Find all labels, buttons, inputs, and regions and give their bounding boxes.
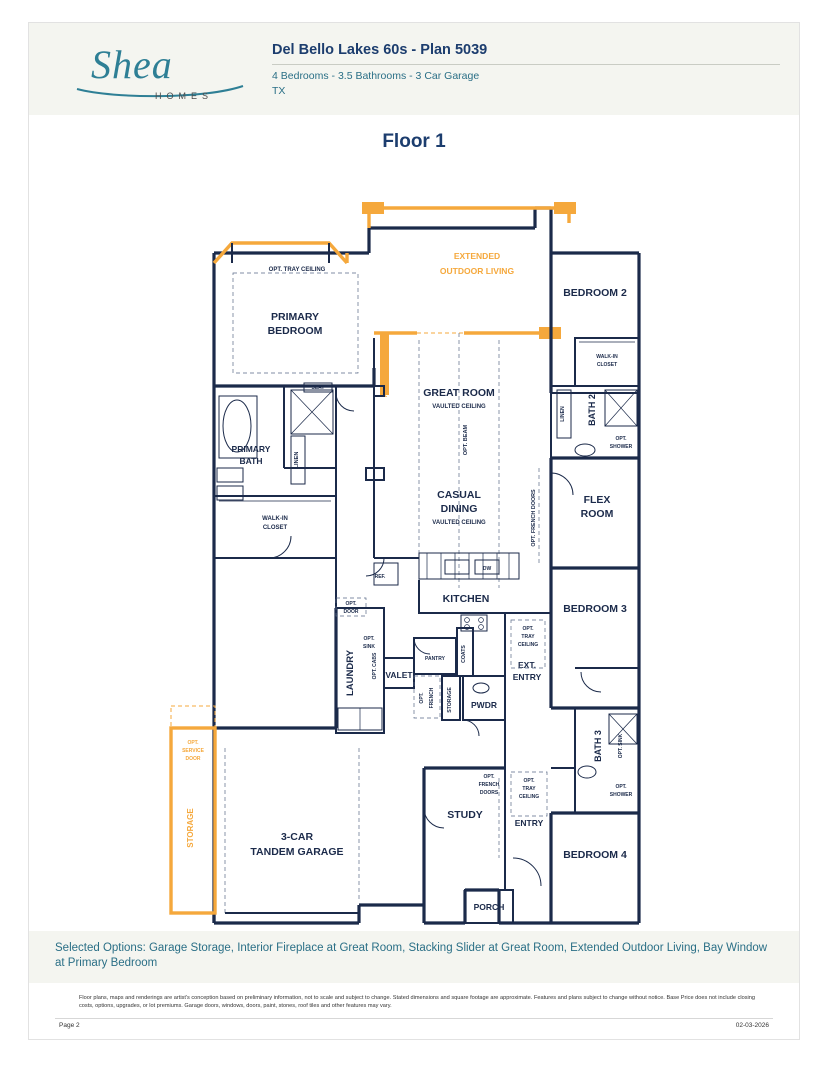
primary-bedroom-label-1: PRIMARY — [270, 311, 320, 323]
kitchen-room — [374, 553, 519, 631]
opt-service-door-label-3: DOOR — [185, 756, 201, 762]
study-room — [424, 768, 505, 905]
extended-outdoor-living-option — [362, 202, 576, 339]
fireplace-label: FIREPLACE — [383, 368, 389, 398]
garage-room — [214, 728, 359, 923]
bedroom-4-room — [551, 813, 639, 923]
great-room-room — [336, 333, 499, 728]
opt-shower-3-label-2: SHOWER — [609, 792, 633, 798]
bedroom-3-room — [551, 568, 639, 708]
primary-bedroom-room — [214, 267, 374, 386]
garage-storage-option — [171, 706, 215, 913]
laundry-label: LAUNDRY — [345, 649, 356, 697]
selected-options-text: Selected Options: Garage Storage, Interior Fireplace at Great Room, Stacking Slider at Great Room, Extended Outdoor Living, Bay Window at Primary Bedroom — [55, 942, 768, 969]
entry-label: ENTRY — [514, 818, 544, 828]
laundry-room — [336, 598, 384, 733]
porch-label: PORCH — [473, 902, 505, 912]
primary-bedroom-label-2: BEDROOM — [267, 325, 323, 337]
opt-tray-entry-label-2: TRAY — [522, 786, 536, 792]
storage-closet — [442, 676, 460, 720]
opt-tray-ext-label-2: TRAY — [521, 634, 535, 640]
valet-room — [384, 658, 414, 688]
primary-bath-room — [214, 383, 336, 500]
entry-room — [505, 768, 547, 890]
opt-tray-ext-label-1: OPT. — [522, 626, 534, 632]
logo-subtext: HOMES — [155, 91, 214, 101]
opt-beam-label: OPT. BEAM — [463, 424, 469, 456]
walk-in-closet-primary — [214, 496, 336, 558]
primary-bath-label-1: PRIMARY — [231, 444, 271, 454]
footer-divider — [55, 1018, 773, 1019]
opt-shower-2-label-2: SHOWER — [609, 444, 633, 450]
opt-french-doors-study-2: FRENCH — [478, 782, 500, 788]
storage-garage-label: STORAGE — [186, 808, 195, 848]
floorplan-sheet — [28, 22, 800, 1040]
flex-room-label-2: ROOM — [580, 508, 614, 520]
floor-heading: Floor 1 — [382, 131, 446, 152]
floorplan-drawing — [29, 168, 799, 928]
linen-primary-label: LINEN — [294, 451, 300, 469]
header-divider — [272, 64, 780, 65]
extended-outdoor-living-label-2: OUTDOOR LIVING — [439, 266, 515, 276]
opt-tray-entry-label-1: OPT. — [523, 778, 535, 784]
study-label: STUDY — [447, 809, 483, 821]
bedroom-2-label: BEDROOM 2 — [563, 287, 627, 299]
powder-room — [463, 676, 505, 720]
opt-sink-label-1: OPT. — [363, 636, 375, 642]
bedroom-4-label: BEDROOM 4 — [563, 849, 627, 861]
walk-in-closet-primary-label-2: CLOSET — [262, 525, 288, 531]
seat-label: SEAT — [311, 385, 325, 391]
shea-homes-logo — [69, 39, 249, 101]
coats-closet — [457, 628, 473, 676]
bedroom-2-room — [551, 253, 639, 393]
opt-cabs-label: OPT. CABS — [372, 652, 378, 680]
opt-french-doors-study-3: DOORS — [479, 790, 499, 796]
walk-in-closet-2-label-1: WALK-IN — [596, 354, 618, 360]
document-date: 02-03-2026 — [735, 1022, 769, 1029]
bath-2-room — [551, 386, 639, 458]
ext-entry-label-2: ENTRY — [512, 672, 542, 682]
sheet-header — [29, 23, 799, 115]
opt-tray-ceiling-label: OPT. TRAY CEILING — [268, 267, 326, 273]
great-room-label: GREAT ROOM — [423, 387, 495, 399]
kitchen-label: KITCHEN — [442, 593, 490, 605]
logo-wordmark: Shea — [91, 42, 173, 87]
opt-french-laundry-label-2: FRENCH — [429, 687, 435, 709]
opt-sink-bath3-label: OPT. SINK — [618, 733, 624, 759]
extended-outdoor-living-label-1: EXTENDED — [453, 251, 501, 261]
powder-label: PWDR — [471, 700, 497, 710]
opt-tray-entry-label-3: CEILING — [518, 794, 540, 800]
casual-dining-label-1: CASUAL — [437, 489, 481, 501]
great-room-ceiling-label: VAULTED CEILING — [432, 404, 486, 410]
selected-options-bar — [29, 931, 799, 983]
bath-3-room — [551, 708, 639, 813]
bedroom-3-label: BEDROOM 3 — [563, 603, 627, 615]
ext-entry-label-1: EXT. — [518, 660, 536, 670]
linen-bath2-label: LINEN — [560, 406, 566, 422]
garage-label-2: TANDEM GARAGE — [250, 846, 344, 858]
opt-shower-2-label-1: OPT. — [615, 436, 627, 442]
flex-room-label-1: FLEX — [583, 494, 611, 506]
opt-door-label-1: OPT. — [345, 601, 357, 607]
garage-label-1: 3-CAR — [280, 831, 314, 843]
disclaimer-text: Floor plans, maps and renderings are artist's conception based on preliminary information, not to scale and subject to change. Stated dimensions and square footage are approximate. Features and plans subject to change without notice. Base Price does not include closing costs, options, upgrades, or lot premiums. Garage doors, windows, doors, paint, stones, roof tiles and other features may vary. — [79, 995, 755, 1009]
primary-bath-label-2: BATH — [239, 456, 263, 466]
opt-service-door-label-1: OPT. — [187, 740, 199, 746]
pantry-room — [414, 638, 456, 674]
page-title: Del Bello Lakes 60s - Plan 5039 — [272, 42, 488, 58]
opt-door-label-2: DOOR — [343, 609, 359, 615]
storage-closet-label: STORAGE — [447, 687, 453, 713]
coats-label: COATS — [461, 645, 467, 663]
opt-french-doors-study-1: OPT. — [483, 774, 495, 780]
walk-in-closet-2-label-2: CLOSET — [596, 362, 618, 368]
ext-entry-room — [505, 613, 551, 768]
plan-state: TX — [272, 85, 286, 97]
casual-dining-ceiling-label: VAULTED CEILING — [432, 520, 486, 526]
refrigerator-label: REF. — [374, 574, 386, 580]
opt-service-door-label-2: SERVICE — [182, 748, 204, 754]
opt-french-doors-flex-label: OPT. FRENCH DOORS — [531, 489, 537, 547]
bath-3-label: BATH 3 — [593, 730, 603, 762]
page-number: Page 2 — [59, 1022, 80, 1029]
casual-dining-room — [432, 489, 486, 526]
dishwasher-label: DW — [482, 566, 492, 572]
opt-sink-label-2: SINK — [363, 644, 375, 650]
opt-shower-3-label-1: OPT. — [615, 784, 627, 790]
valet-label: VALET — [385, 670, 413, 680]
casual-dining-label-2: DINING — [440, 503, 478, 515]
walk-in-closet-2 — [575, 338, 639, 386]
opt-tray-ext-label-3: CEILING — [517, 642, 539, 648]
opt-french-laundry-label-1: OPT. — [419, 692, 425, 704]
walk-in-closet-primary-label-1: WALK-IN — [262, 516, 288, 522]
plan-specs: 4 Bedrooms - 3.5 Bathrooms - 3 Car Garage — [272, 70, 480, 82]
flex-room-room — [531, 458, 639, 568]
bath-2-label: BATH 2 — [587, 394, 597, 426]
opt-french-laundry — [414, 676, 440, 718]
pantry-label: PANTRY — [425, 656, 445, 662]
porch-area — [465, 890, 513, 923]
